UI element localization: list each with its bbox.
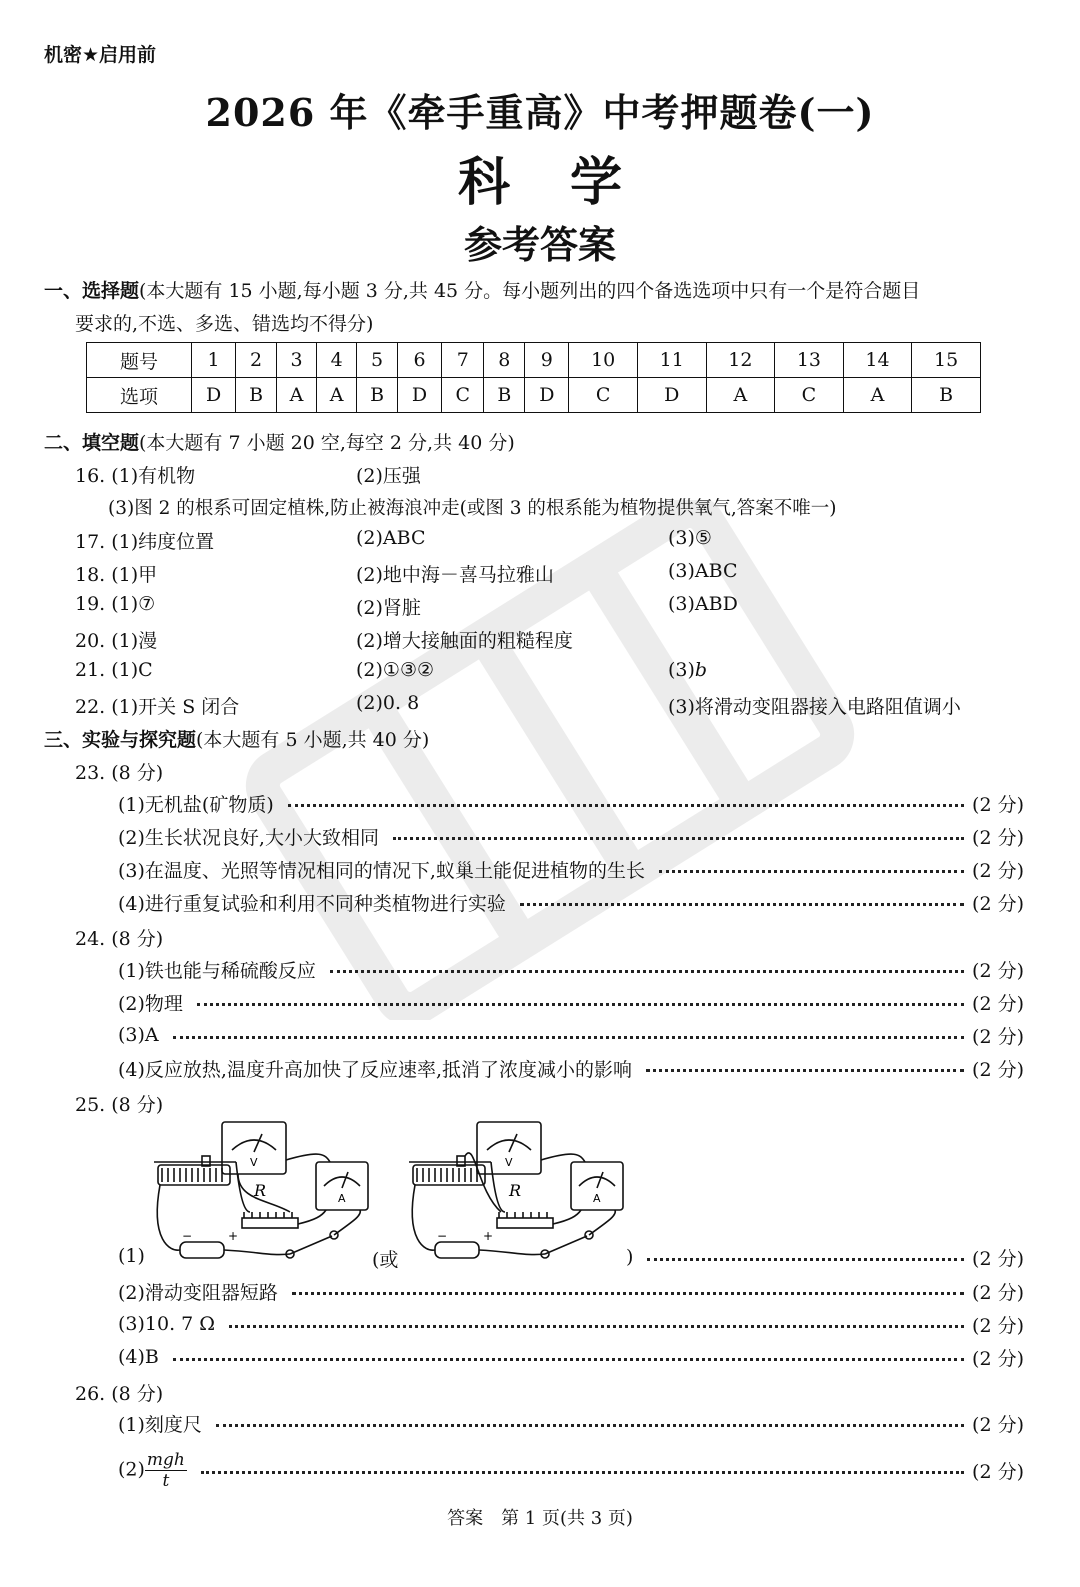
answer-text: (3)A: [118, 1024, 159, 1046]
q18-answer-3: (3)ABC: [668, 560, 738, 582]
q23-item-4: [118, 887, 1024, 917]
leader-dots: [197, 1003, 964, 1006]
table-cell: 2: [236, 343, 277, 378]
q24-title: 24. (8 分): [75, 928, 164, 950]
q25-item-1-or: (或: [372, 1249, 399, 1271]
leader-dots: [646, 1069, 964, 1072]
table-cell: 12: [706, 343, 775, 378]
ammeter-label: A: [593, 1192, 601, 1205]
q24-item-2: [118, 987, 1024, 1017]
section1-desc: (本大题有 15 小题,每小题 3 分,共 45 分。每小题列出的四个备选选项中只有一个是符合题目: [139, 280, 921, 302]
q21-answer-3: [668, 659, 707, 681]
q18-answer-2: (2)地中海－喜马拉雅山: [356, 564, 554, 586]
q19-answer-2: (2)肾脏: [356, 597, 421, 619]
resistor-label: R: [509, 1181, 522, 1200]
points: (2 分): [972, 1347, 1024, 1370]
voltmeter-label: V: [250, 1156, 258, 1169]
leader-dots: [330, 970, 964, 973]
q26-item-1: [118, 1408, 1024, 1438]
leader-dots: [201, 1471, 964, 1474]
leader-dots: [659, 870, 964, 873]
table-cell: 3: [276, 343, 316, 378]
points: (2 分): [972, 859, 1024, 882]
fraction-numerator: mgh: [146, 1449, 185, 1470]
q19-answer-1: 19. (1)⑦: [75, 593, 156, 615]
q19-answer-3: (3)ABD: [668, 593, 738, 615]
circuit-diagram-1: [150, 1120, 380, 1270]
table-header-option: 选项: [87, 378, 192, 413]
table-cell: A: [317, 378, 357, 413]
q24-item-1: [118, 954, 1024, 984]
points: (2 分): [972, 1460, 1024, 1483]
q25-title: 25. (8 分): [75, 1094, 164, 1116]
table-header-number: 题号: [87, 343, 192, 378]
q23-item-3: [118, 854, 1024, 884]
section2-desc: (本大题有 7 小题 20 空,每空 2 分,共 40 分): [139, 432, 515, 454]
table-cell: 9: [525, 343, 569, 378]
q21-answer-2: (2)①③②: [356, 659, 435, 681]
table-cell: 11: [637, 343, 706, 378]
answer-text: (3)在温度、光照等情况相同的情况下,蚁巢土能促进植物的生长: [118, 859, 645, 882]
q23-item-2: [118, 821, 1024, 851]
answer-text: (4)反应放热,温度升高加快了反应速率,抵消了浓度减小的影响: [118, 1058, 632, 1081]
leader-dots: [520, 903, 964, 906]
q25-item-3: [118, 1309, 1024, 1339]
voltmeter-label: V: [505, 1156, 513, 1169]
answer-table: [86, 342, 981, 413]
table-cell: B: [236, 378, 277, 413]
table-cell: 15: [912, 343, 981, 378]
q25-item-1-close: ): [626, 1246, 634, 1268]
fraction-denominator: t: [162, 1470, 170, 1491]
table-row-answers: [87, 378, 981, 413]
q18-answer-1: 18. (1)甲: [75, 564, 158, 586]
leader-dots: [647, 1258, 964, 1261]
q22-answer-2: (2)0. 8: [356, 692, 420, 714]
answer-text: (3)10. 7 Ω: [118, 1313, 216, 1335]
q21-answer-3-prefix: (3): [668, 659, 695, 681]
q22-answer-3: (3)将滑动变阻器接入电路阻值调小: [668, 696, 961, 718]
points: (2 分): [972, 992, 1024, 1015]
leader-dots: [292, 1292, 964, 1295]
q16-answer-3: (3)图 2 的根系可固定植株,防止被海浪冲走(或图 3 的根系能为植物提供氧气,答案不唯一): [108, 498, 837, 519]
section2-heading-line: [44, 428, 515, 455]
section3-heading: 三、实验与探究题: [44, 729, 197, 751]
answer-text: (2)滑动变阻器短路: [118, 1281, 278, 1304]
table-cell: A: [843, 378, 912, 413]
resistor-label: R: [254, 1181, 267, 1200]
exam-title: 2026 年《牵手重高》中考押题卷(一): [205, 90, 875, 135]
leader-dots: [229, 1325, 964, 1328]
answer-text: (4)进行重复试验和利用不同种类植物进行实验: [118, 892, 506, 915]
q26-title: 26. (8 分): [75, 1383, 164, 1405]
points: (2 分): [972, 826, 1024, 849]
points: (2 分): [972, 892, 1024, 915]
q20-answer-1: 20. (1)漫: [75, 630, 158, 652]
leader-dots: [393, 837, 964, 840]
q24-item-4: [118, 1053, 1024, 1083]
q21-answer-1: 21. (1)C: [75, 659, 153, 681]
circuit-diagram-2: [405, 1120, 635, 1270]
table-cell: 5: [357, 343, 398, 378]
points: (2 分): [972, 1025, 1024, 1048]
q16-answer-2: (2)压强: [356, 465, 421, 487]
leader-dots: [173, 1036, 964, 1039]
q25-item-1-tail: [626, 1242, 1024, 1272]
confidential-label: 机密★启用前: [44, 44, 157, 66]
leader-dots: [173, 1358, 964, 1361]
table-cell: 13: [775, 343, 844, 378]
battery-minus-label: −: [437, 1229, 448, 1243]
q22-answer-1: 22. (1)开关 S 闭合: [75, 696, 240, 718]
q24-item-3: [118, 1020, 1024, 1050]
subject-title: 科学: [457, 152, 682, 213]
q17-answer-2: (2)ABC: [356, 527, 426, 549]
q23-item-1: [118, 788, 1024, 818]
answer-text: (4)B: [118, 1346, 159, 1368]
points: (2 分): [972, 1413, 1024, 1436]
table-cell: A: [706, 378, 775, 413]
fraction: [145, 1450, 187, 1491]
table-cell: D: [525, 378, 569, 413]
table-cell: C: [569, 378, 638, 413]
table-cell: 10: [569, 343, 638, 378]
answer-text: [118, 1450, 193, 1491]
answer-text: (1)无机盐(矿物质): [118, 793, 274, 816]
table-cell: 4: [317, 343, 357, 378]
leader-dots: [216, 1424, 964, 1427]
table-cell: 1: [192, 343, 236, 378]
answer-text: (2)物理: [118, 992, 183, 1015]
q26-item-2: [118, 1448, 1024, 1492]
table-cell: 14: [843, 343, 912, 378]
table-cell: 7: [442, 343, 484, 378]
ammeter-label: A: [338, 1192, 346, 1205]
section1-desc-line2: 要求的,不选、多选、错选均不得分): [75, 313, 374, 335]
answer-text: (1)刻度尺: [118, 1413, 202, 1436]
battery-plus-label: +: [483, 1229, 494, 1243]
points: (2 分): [972, 793, 1024, 816]
points: (2 分): [972, 1281, 1024, 1304]
section3-heading-line: [44, 725, 429, 752]
table-cell: D: [397, 378, 441, 413]
answer-text: (1)铁也能与稀硫酸反应: [118, 959, 316, 982]
q25-item-1-label: (1): [118, 1245, 145, 1267]
battery-plus-label: +: [228, 1229, 239, 1243]
q16-answer-1: 16. (1)有机物: [75, 465, 196, 487]
table-cell: A: [276, 378, 316, 413]
battery-minus-label: −: [182, 1229, 193, 1243]
table-cell: C: [442, 378, 484, 413]
table-cell: C: [775, 378, 844, 413]
points: (2 分): [972, 1058, 1024, 1081]
table-cell: D: [192, 378, 236, 413]
points: (2 分): [972, 1314, 1024, 1337]
q26-item-2-label: (2): [118, 1458, 145, 1480]
points: (2 分): [972, 959, 1024, 982]
q25-item-4: [118, 1342, 1024, 1372]
section2-heading: 二、填空题: [44, 432, 140, 454]
answer-key-title: 参考答案: [463, 223, 616, 267]
answer-text: (2)生长状况良好,大小大致相同: [118, 826, 379, 849]
leader-dots: [288, 804, 964, 807]
q17-answer-1: 17. (1)纬度位置: [75, 531, 215, 553]
q21-answer-3-var: b: [694, 659, 708, 681]
page-footer: 答案 第 1 页(共 3 页): [447, 1508, 633, 1529]
table-cell: B: [912, 378, 981, 413]
table-cell: B: [484, 378, 525, 413]
q20-answer-2: (2)增大接触面的粗糙程度: [356, 630, 573, 652]
table-cell: 6: [397, 343, 441, 378]
table-row-numbers: [87, 343, 981, 378]
points: (2 分): [972, 1247, 1024, 1270]
q23-title: 23. (8 分): [75, 762, 164, 784]
section1-heading-line: [44, 276, 920, 303]
section3-desc: (本大题有 5 小题,共 40 分): [196, 729, 430, 751]
q17-answer-3: (3)⑤: [668, 527, 712, 549]
section1-heading: 一、选择题: [44, 280, 140, 302]
table-cell: D: [637, 378, 706, 413]
table-cell: 8: [484, 343, 525, 378]
q25-item-2: [118, 1276, 1024, 1306]
table-cell: B: [357, 378, 398, 413]
